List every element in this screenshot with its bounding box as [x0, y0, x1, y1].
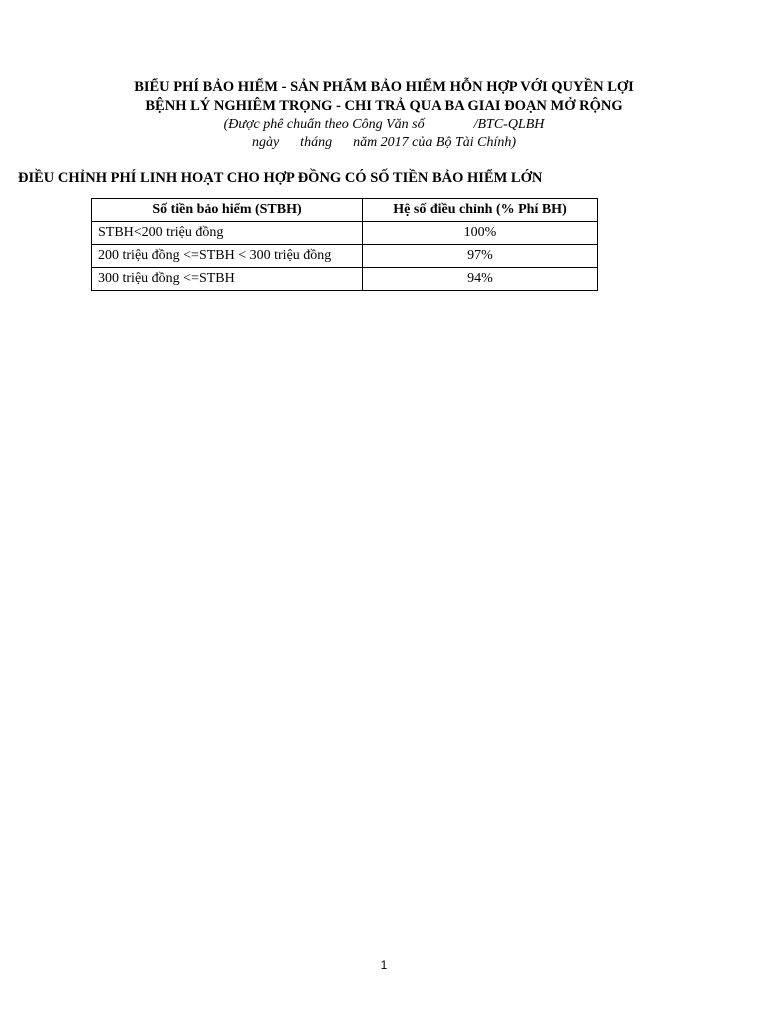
sum-insured-cell: 200 triệu đồng <=STBH < 300 triệu đồng [92, 245, 363, 268]
document-title-line-1: BIỂU PHÍ BẢO HIỂM - SẢN PHẨM BẢO HIỂM HỖN HỢP VỚI QUYỀN LỢI [134, 79, 634, 95]
column-header-sum-insured: Số tiền bảo hiểm (STBH) [92, 199, 363, 222]
premium-adjustment-table [91, 198, 598, 291]
table-row [92, 268, 598, 291]
document-header [0, 78, 768, 152]
page-number: 1 [380, 958, 388, 972]
adjustment-rate-cell: 97% [363, 245, 598, 268]
adjustment-rate-cell: 100% [363, 222, 598, 245]
sum-insured-cell: STBH<200 triệu đồng [92, 222, 363, 245]
adjustment-rate-cell: 94% [363, 268, 598, 291]
approval-note-line-2: ngày tháng năm 2017 của Bộ Tài Chính) [251, 135, 517, 150]
table-row [92, 222, 598, 245]
approval-note-line-1: (Được phê chuẩn theo Công Văn số /BTC-QLBH [223, 117, 545, 132]
section-heading: ĐIỀU CHỈNH PHÍ LINH HOẠT CHO HỢP ĐỒNG CÓ SỐ TIỀN BẢO HIỂM LỚN [18, 170, 543, 186]
table-row [92, 245, 598, 268]
table-header-row [92, 199, 598, 222]
column-header-adjustment-rate: Hệ số điều chỉnh (% Phí BH) [363, 199, 598, 222]
sum-insured-cell: 300 triệu đồng <=STBH [92, 268, 363, 291]
document-title-line-2: BỆNH LÝ NGHIÊM TRỌNG - CHI TRẢ QUA BA GIAI ĐOẠN MỞ RỘNG [145, 98, 623, 114]
